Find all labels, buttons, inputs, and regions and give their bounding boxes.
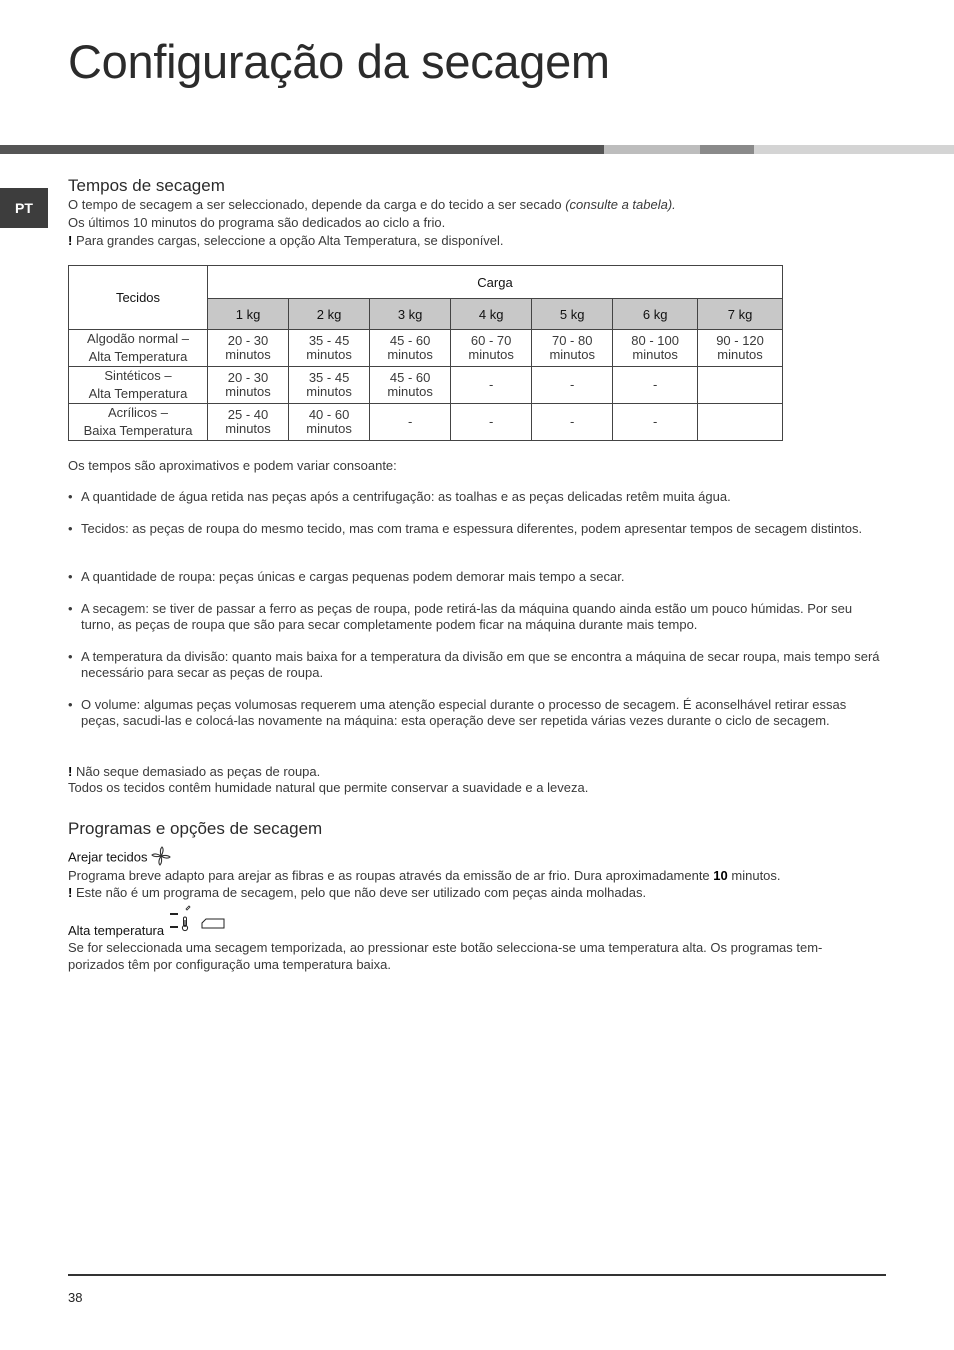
footer-divider: [68, 1274, 886, 1276]
time-cell: 60 - 70 minutos: [451, 330, 532, 367]
time-cell: [698, 367, 783, 404]
air-duration: 10: [713, 868, 728, 883]
humidity-note: Todos os tecidos contêm humidade natural que permite conservar a suavidade e a leveza.: [68, 780, 589, 795]
time-cell: -: [613, 367, 698, 404]
time-cell: -: [613, 404, 698, 441]
time-cell: -: [451, 367, 532, 404]
page-title: Configuração da secagem: [68, 35, 610, 88]
time-cell: 40 - 60 minutos: [289, 404, 370, 441]
high-temperature-icon: [168, 905, 230, 939]
air-program-title: Arejar tecidos: [68, 849, 148, 865]
intro-table-ref: (consulte a tabela).: [565, 197, 676, 212]
time-cell: 45 - 60 minutos: [370, 330, 451, 367]
header-bar-dark: [0, 145, 604, 154]
intro-text: O tempo de secagem a ser seleccionado, depende da carga e do tecido a ser secado: [68, 197, 562, 212]
time-cell: [698, 404, 783, 441]
time-cell: -: [532, 367, 613, 404]
drying-times-intro: [68, 196, 888, 213]
warning-mark: !: [68, 885, 73, 900]
fabric-cell: Algodão normal – Alta Temperatura: [69, 330, 208, 367]
list-item: • A temperatura da divisão: quanto mais baixa for a temperatura da divisão em que se encontra a máquina de secar roupa, mais tempo será necessário para secar as peças de roupa.: [68, 649, 880, 680]
drying-times-heading: Tempos de secagem: [68, 176, 225, 195]
header-bar-mid: [700, 145, 754, 154]
high-temp-title: Alta temperatura: [68, 923, 165, 938]
header-bar-pale: [754, 145, 954, 154]
time-cell: 35 - 45 minutos: [289, 367, 370, 404]
time-cell: 20 - 30 minutos: [208, 367, 289, 404]
load-column-header: Carga: [208, 266, 783, 299]
time-cell: -: [370, 404, 451, 441]
approx-note: Os tempos são aproximativos e podem variar consoante:: [68, 458, 397, 473]
high-temp-desc-1: Se for seleccionada uma secagem temporizada, ao pressionar este botão selecciona-se uma temperatura alta. Os programas tem-: [68, 940, 823, 955]
table-row: [69, 367, 783, 404]
language-tab: PT: [0, 188, 48, 228]
list-item: • A quantidade de roupa: peças únicas e cargas pequenas podem demorar mais tempo a secar.: [68, 569, 625, 584]
over-dry-text: Não seque demasiado as peças de roupa.: [75, 764, 321, 779]
time-cell: 35 - 45 minutos: [289, 330, 370, 367]
high-temp-label: [68, 905, 888, 939]
header-bar-light: [604, 145, 700, 154]
air-program-desc: Programa breve adapto para arejar as fibras e as roupas através da emissão de ar frio. Dura aproximadamente 10 minutos.: [68, 868, 781, 883]
time-cell: 90 - 120 minutos: [698, 330, 783, 367]
list-item: • O volume: algumas peças volumosas requerem uma atenção especial durante o processo de secagem. É aconselhável retirar essas peças, sacudi-las e colocá-las novamente na máquina: esta operação deve ser repetida várias vezes durante o ciclo de secagem.: [68, 697, 847, 728]
air-program-warning: ! Este não é um programa de secagem, pelo que não deve ser utilizado com peças ainda molhadas.: [68, 885, 647, 900]
over-dry-warning: [68, 763, 888, 780]
list-item: • A secagem: se tiver de passar a ferro as peças de roupa, pode retirá-las da máquina quando ainda estão um pouco húmidas. Por seu turno, as peças de roupa que são para secar completamente podem ficar na máquina durante mais tempo.: [68, 601, 853, 632]
fabric-cell: Sintéticos – Alta Temperatura: [69, 367, 208, 404]
time-cell: -: [532, 404, 613, 441]
load-header: 1 kg: [208, 299, 289, 330]
load-header: 7 kg: [698, 299, 783, 330]
load-header: 2 kg: [289, 299, 370, 330]
table-row: [69, 330, 783, 367]
page-number: 38: [68, 1290, 83, 1305]
large-load-note: [68, 232, 888, 249]
high-temp-desc-2: porizados têm por configuração uma temperatura baixa.: [68, 957, 392, 972]
fabric-cell: Acrílicos – Baixa Temperatura: [69, 404, 208, 441]
time-cell: 80 - 100 minutos: [613, 330, 698, 367]
time-cell: 45 - 60 minutos: [370, 367, 451, 404]
list-item: • Tecidos: as peças de roupa do mesmo tecido, mas com trama e espessura diferentes, podem apresentar tempos de secagem distintos.: [68, 521, 863, 536]
time-cell: 25 - 40 minutos: [208, 404, 289, 441]
time-cell: -: [451, 404, 532, 441]
load-header: 4 kg: [451, 299, 532, 330]
list-item: • A quantidade de água retida nas peças após a centrifugação: as toalhas e as peças delicadas retêm muita água.: [68, 489, 731, 504]
cool-cycle-note: Os últimos 10 minutos do programa são dedicados ao ciclo a frio.: [68, 215, 446, 230]
warning-mark: !: [68, 233, 73, 248]
fabric-column-header: Tecidos: [69, 266, 208, 330]
warning-mark: !: [68, 764, 73, 779]
table-row: [69, 404, 783, 441]
large-load-text: Para grandes cargas, seleccione a opção Alta Temperatura, se disponível.: [75, 233, 504, 248]
load-header: 3 kg: [370, 299, 451, 330]
time-cell: 20 - 30 minutos: [208, 330, 289, 367]
load-header: 5 kg: [532, 299, 613, 330]
load-header: 6 kg: [613, 299, 698, 330]
programs-heading: Programas e opções de secagem: [68, 819, 323, 838]
time-cell: 70 - 80 minutos: [532, 330, 613, 367]
drying-times-table: [68, 265, 783, 441]
